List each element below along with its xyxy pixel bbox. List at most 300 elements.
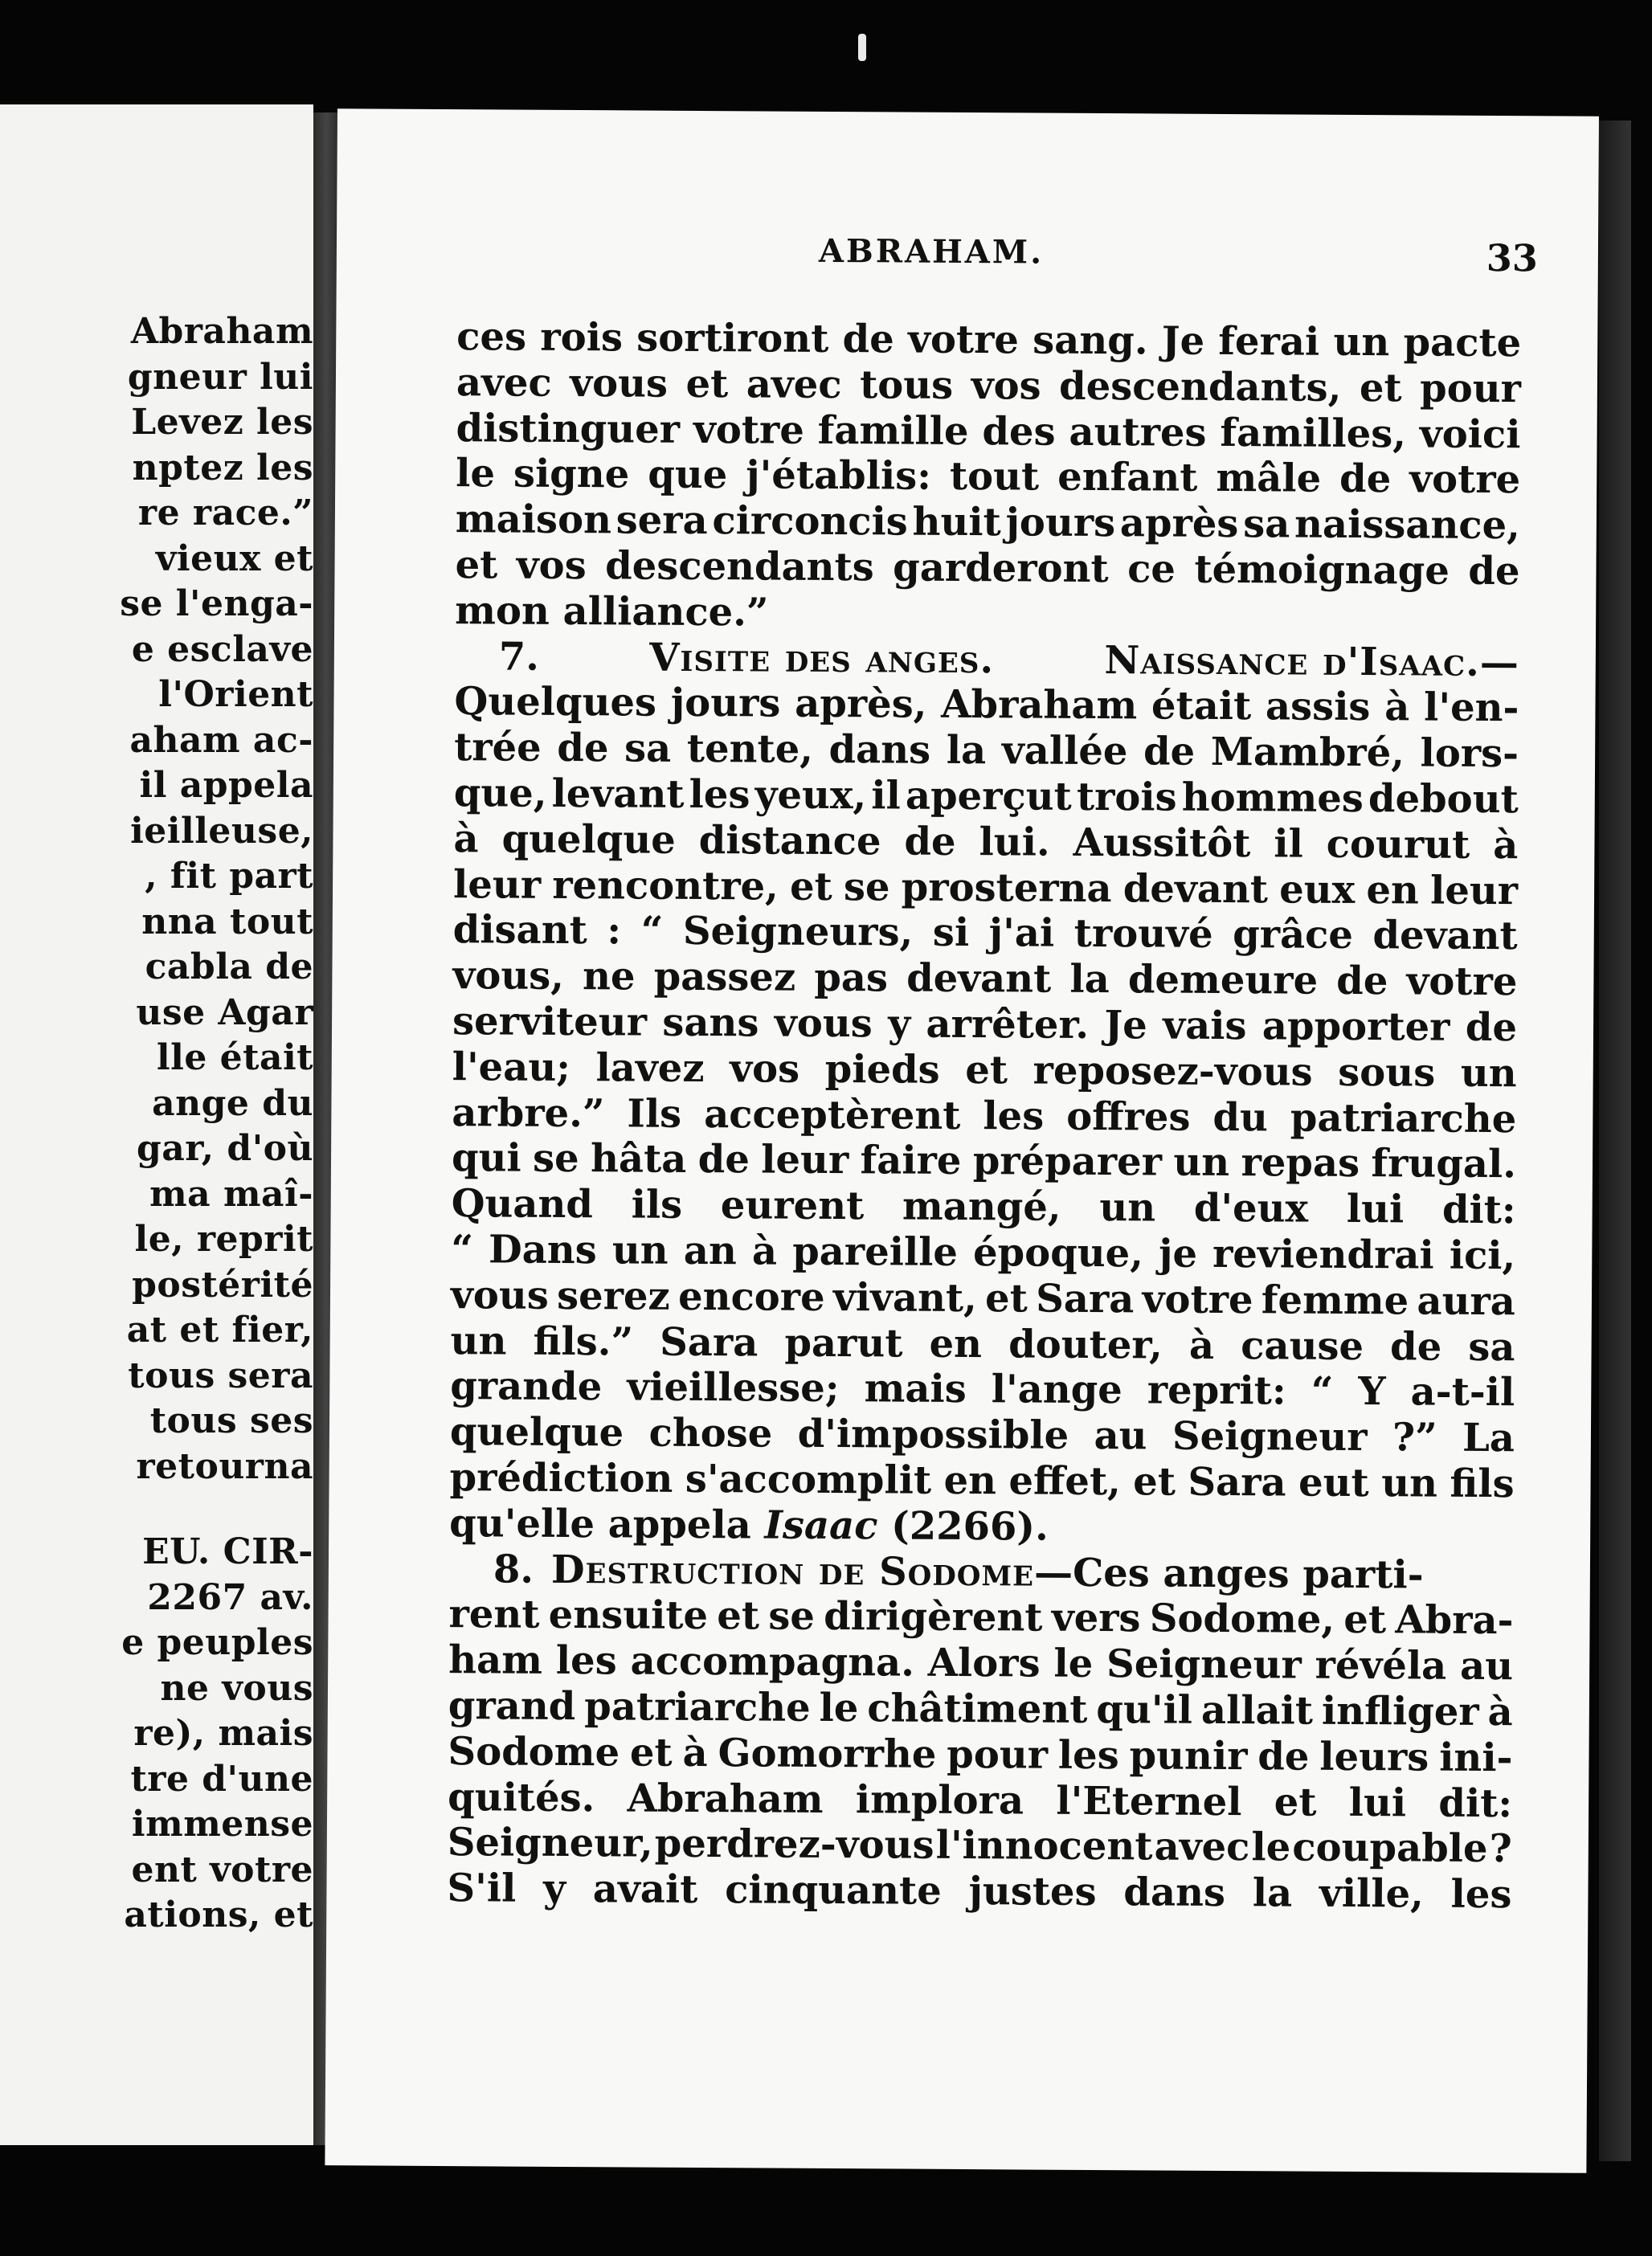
- word: descendants,: [1058, 363, 1342, 411]
- text-line: Abraham: [130, 311, 313, 352]
- text-line: [453, 907, 1518, 959]
- right-page: [325, 108, 1599, 2173]
- word: Sodome,: [1149, 1596, 1335, 1643]
- word: de: [557, 725, 609, 771]
- word: et: [1359, 365, 1402, 411]
- text-line: [452, 1044, 1517, 1097]
- word: implora: [855, 1776, 1024, 1823]
- word: vous,: [452, 953, 565, 999]
- word: les: [689, 771, 750, 818]
- word: leur: [1429, 868, 1519, 913]
- word: de: [1143, 729, 1196, 774]
- word: y: [888, 1001, 911, 1047]
- text-line: [454, 679, 1519, 731]
- text-line: nptez les: [132, 447, 313, 488]
- text-fragment: qu'elle appela: [449, 1500, 765, 1548]
- left-page: [0, 104, 313, 2145]
- word: tout: [949, 454, 1040, 500]
- word: l'en-: [1423, 685, 1519, 731]
- text-line: [448, 1729, 1512, 1781]
- word: dit:: [1438, 1780, 1513, 1826]
- text-line: ma maî-: [149, 1173, 313, 1215]
- text-line: [454, 725, 1519, 777]
- word: Sodome: [448, 1728, 620, 1776]
- word: sortiront: [636, 315, 829, 362]
- text-line: [450, 1318, 1515, 1371]
- section-7-heading: [455, 634, 1519, 686]
- word: époque,: [972, 1230, 1144, 1277]
- text-line: ange du: [152, 1082, 313, 1124]
- text-line: aham ac-: [129, 719, 313, 761]
- word: enfant: [1057, 455, 1198, 501]
- word: ce: [1127, 546, 1176, 592]
- word: grâce: [1233, 912, 1354, 958]
- text-line: at et fier,: [126, 1310, 313, 1351]
- text-line: [454, 770, 1519, 823]
- word: douter,: [1008, 1321, 1163, 1368]
- word: :: [607, 908, 622, 954]
- word: lui.: [979, 819, 1050, 865]
- word: un: [1099, 1185, 1156, 1231]
- text-line: use Agar: [136, 991, 313, 1033]
- word: à: [1487, 1689, 1513, 1735]
- word: ensuite: [548, 1592, 709, 1639]
- word: lavez: [595, 1044, 705, 1091]
- word: au: [1459, 1643, 1514, 1690]
- word: pour: [947, 1731, 1049, 1778]
- word: Seigneurs,: [682, 909, 914, 955]
- word: révéla: [1315, 1642, 1447, 1689]
- word: vos: [516, 542, 587, 589]
- word: leurs: [1319, 1734, 1429, 1780]
- text-line: le, reprit: [134, 1219, 313, 1260]
- word: disant: [452, 907, 587, 954]
- word: reviendrai: [1212, 1231, 1434, 1278]
- word: lui: [1346, 1187, 1405, 1232]
- text-line: [451, 1273, 1515, 1325]
- text-line: [456, 452, 1520, 504]
- word: ham: [448, 1637, 543, 1683]
- word: en: [943, 1457, 997, 1504]
- word: mais: [864, 1366, 967, 1412]
- word: que,: [453, 770, 547, 816]
- text-line: , fit part: [145, 856, 313, 897]
- text-line: [452, 1181, 1516, 1233]
- word: demeure: [1127, 957, 1319, 1003]
- text-line: e peuples: [121, 1622, 313, 1663]
- word: “: [451, 1227, 474, 1273]
- word: lui: [1348, 1780, 1407, 1825]
- word: se: [532, 1136, 579, 1182]
- word: ferai: [1218, 318, 1320, 365]
- text-line: re race.”: [137, 492, 313, 533]
- word: un: [1460, 1050, 1517, 1096]
- word: ?”: [1392, 1415, 1437, 1461]
- word: ici,: [1449, 1232, 1516, 1279]
- word: coupable: [1292, 1825, 1488, 1872]
- word: familles,: [1220, 410, 1407, 456]
- text-line: tre d'une: [130, 1758, 313, 1800]
- word: préparer: [972, 1138, 1163, 1185]
- text-line: nna tout: [141, 901, 313, 942]
- word: témoignage: [1194, 546, 1450, 594]
- text-line: ent votre: [131, 1849, 313, 1890]
- word: Gomorrhe: [718, 1730, 937, 1777]
- word: S'il: [447, 1866, 517, 1911]
- word: trois: [1076, 774, 1177, 820]
- word: après,: [795, 681, 927, 728]
- text-line: lle était: [156, 1037, 313, 1078]
- word: qu'il: [1096, 1686, 1193, 1733]
- word: et: [717, 1593, 760, 1639]
- word: y: [542, 1866, 566, 1912]
- text-line: [449, 1455, 1514, 1507]
- text-line: cabla de: [145, 946, 313, 987]
- word: sang.: [1032, 317, 1148, 364]
- word: sa: [1468, 1324, 1515, 1370]
- word: debout: [1368, 776, 1519, 823]
- word: vos: [730, 1045, 800, 1092]
- text-line: il appela: [139, 765, 313, 806]
- word: cinquante: [725, 1867, 942, 1914]
- word: garderont: [893, 545, 1109, 592]
- word: devant: [1122, 865, 1269, 912]
- text-fragment: (2266).: [877, 1503, 1049, 1550]
- word: de: [1339, 456, 1392, 502]
- word: sa: [1243, 501, 1290, 547]
- word: vos: [971, 362, 1041, 409]
- word: tous: [859, 362, 954, 408]
- text-fragment: —Ces anges parti-: [1033, 1550, 1424, 1598]
- word: assis: [1265, 684, 1371, 730]
- word: Quand: [451, 1181, 594, 1228]
- left-page-text: [24, 309, 313, 1939]
- word: d'eux: [1193, 1185, 1309, 1232]
- word: infliger: [1321, 1688, 1479, 1735]
- word: ces: [456, 314, 527, 360]
- word: il: [1274, 821, 1303, 867]
- text-line: [447, 1866, 1511, 1918]
- word: d'impossible: [797, 1411, 1069, 1458]
- word: leur: [761, 1137, 849, 1183]
- text-line: tous ses: [149, 1400, 313, 1441]
- word: en: [1366, 867, 1420, 913]
- word: parut: [784, 1320, 903, 1367]
- word: voici: [1419, 411, 1521, 457]
- word: les: [983, 1093, 1045, 1139]
- word: courut: [1326, 821, 1470, 868]
- word: vivant,: [832, 1274, 977, 1321]
- section-title: Visite des anges.: [649, 635, 995, 682]
- word: aperçut: [905, 773, 1072, 819]
- word: votre: [907, 317, 1020, 363]
- text-line: gar, d'où: [137, 1128, 313, 1169]
- text-line: re), mais: [133, 1713, 313, 1754]
- word: se: [843, 864, 890, 909]
- word: de: [904, 819, 956, 864]
- word: qui: [451, 1135, 521, 1181]
- word: de: [1465, 1004, 1518, 1051]
- word: à: [1188, 1322, 1215, 1368]
- text-line: [452, 999, 1517, 1051]
- word: Aussitôt: [1073, 819, 1251, 866]
- word: Abraham: [627, 1775, 824, 1822]
- word: la: [1069, 956, 1110, 1003]
- text-line: vieux et: [155, 537, 313, 579]
- word: serez: [556, 1273, 670, 1319]
- word: circoncis: [712, 498, 908, 545]
- word: repas: [1241, 1140, 1360, 1187]
- text-line: [452, 1090, 1516, 1142]
- word: Dans: [488, 1227, 597, 1273]
- word: au: [1094, 1413, 1147, 1459]
- text-line: e esclave: [131, 628, 313, 670]
- text-line: Levez les: [131, 402, 313, 443]
- text-line: [448, 1775, 1512, 1827]
- word: se: [768, 1593, 816, 1640]
- word: passez: [653, 954, 796, 1000]
- word: grand: [448, 1682, 576, 1729]
- word: eurent: [720, 1183, 865, 1229]
- word: ville,: [1319, 1870, 1424, 1917]
- text-line: retourna: [136, 1445, 313, 1487]
- word: distinguer: [456, 405, 681, 452]
- word: offres: [1066, 1093, 1191, 1140]
- word: “: [1311, 1368, 1334, 1415]
- word: pas: [814, 955, 889, 1001]
- word: tente,: [686, 726, 814, 773]
- word: vieillesse;: [627, 1364, 840, 1412]
- word: distance: [698, 817, 881, 864]
- text-line: ations, et: [124, 1894, 313, 1935]
- word: encore: [677, 1273, 825, 1320]
- word: mâle: [1216, 456, 1322, 502]
- word: vers: [1051, 1595, 1141, 1641]
- word: sous: [1338, 1049, 1436, 1096]
- page-edge: [1599, 121, 1631, 2161]
- word: cause: [1241, 1322, 1364, 1369]
- word: a-t-il: [1410, 1369, 1515, 1416]
- word: Sara: [660, 1319, 759, 1365]
- word: faire: [860, 1138, 962, 1184]
- word: rois: [540, 314, 624, 361]
- word: un: [450, 1318, 507, 1364]
- text-line: EU. CIR-: [142, 1531, 313, 1572]
- word: un: [1380, 1461, 1438, 1506]
- text-line: ieilleuse,: [130, 810, 313, 852]
- text-line: ne vous: [160, 1667, 313, 1709]
- word: Ils: [627, 1090, 682, 1137]
- text-line: [456, 406, 1520, 458]
- word: et: [685, 361, 729, 407]
- word: La: [1462, 1415, 1515, 1461]
- word: le: [819, 1685, 859, 1731]
- word: et: [965, 1047, 1008, 1093]
- word: fils.”: [533, 1318, 634, 1365]
- word: pareille: [792, 1228, 959, 1275]
- word: ne: [582, 954, 636, 999]
- word: Mambré,: [1210, 730, 1405, 776]
- word: prédiction: [449, 1455, 673, 1502]
- running-head: ABRAHAM.: [818, 231, 1045, 272]
- word: maison: [455, 497, 612, 543]
- text-line: postérité: [132, 1264, 313, 1306]
- word: mangé,: [902, 1183, 1061, 1230]
- word: sera: [615, 497, 708, 544]
- word: apporter: [1261, 1003, 1450, 1050]
- word: allait: [1200, 1687, 1314, 1734]
- word: reprit:: [1147, 1367, 1286, 1414]
- word: Sara: [1188, 1459, 1286, 1506]
- word: et: [789, 864, 832, 909]
- word: trouvé: [1073, 911, 1213, 958]
- word: rent: [448, 1592, 540, 1638]
- word: en: [929, 1321, 983, 1367]
- word: et: [984, 1275, 1028, 1322]
- word: leur: [452, 861, 542, 908]
- text-line: [453, 862, 1518, 914]
- text-line: [449, 1501, 1514, 1553]
- word: eut: [1298, 1460, 1369, 1506]
- text-line: [456, 360, 1521, 412]
- word: avec: [746, 362, 842, 407]
- word: votre: [1142, 1277, 1253, 1322]
- text-line: [456, 497, 1520, 549]
- word: de: [697, 1137, 750, 1183]
- text-line: [452, 953, 1517, 1005]
- name-isaac: Isaac: [764, 1502, 878, 1549]
- word: yeux,: [754, 772, 867, 819]
- word: accompagna.: [630, 1638, 915, 1686]
- word: reposez-vous: [1032, 1048, 1313, 1095]
- word: les: [1450, 1871, 1512, 1918]
- word: l'Eternel: [1056, 1778, 1242, 1825]
- word: rencontre,: [552, 862, 779, 909]
- word: Abra-: [1395, 1597, 1514, 1644]
- word: était: [1151, 683, 1252, 730]
- word: jours: [1005, 500, 1116, 546]
- word: ?: [1489, 1826, 1512, 1872]
- word: à: [751, 1228, 778, 1274]
- word: lors-: [1420, 730, 1519, 777]
- word: Seigneur: [1172, 1413, 1368, 1461]
- word: dans: [828, 727, 931, 773]
- word: l'innocent: [935, 1823, 1153, 1870]
- word: et: [455, 542, 498, 588]
- word: avait: [592, 1866, 698, 1913]
- word: du: [1212, 1094, 1269, 1140]
- word: votre: [1409, 456, 1521, 503]
- word: Alors: [927, 1640, 1041, 1686]
- word: le: [1251, 1825, 1291, 1870]
- word: si: [932, 910, 970, 956]
- word: acceptèrent: [704, 1091, 961, 1138]
- word: à: [1493, 822, 1519, 868]
- word: patriarche: [1290, 1095, 1517, 1142]
- word: vallée: [1001, 728, 1128, 774]
- word: punir: [1129, 1732, 1248, 1779]
- section-number: 8.: [493, 1546, 534, 1592]
- word: votre: [693, 407, 805, 453]
- word: sans: [662, 999, 759, 1046]
- word: naissance,: [1294, 501, 1520, 549]
- word: levant: [551, 770, 685, 817]
- word: autres: [1069, 409, 1207, 456]
- word: ini-: [1439, 1735, 1513, 1780]
- word: vous: [450, 1272, 549, 1318]
- text-line: [453, 816, 1518, 868]
- word: et: [1274, 1779, 1317, 1825]
- word: des: [982, 408, 1056, 455]
- word: chose: [648, 1410, 773, 1457]
- word: de: [1468, 548, 1520, 595]
- word: femme: [1261, 1277, 1409, 1324]
- word: et: [1133, 1459, 1176, 1505]
- word: j'ai: [988, 910, 1055, 957]
- word: le: [456, 451, 496, 497]
- word: dirigèrent: [824, 1594, 1043, 1641]
- word: hâta: [590, 1136, 687, 1183]
- word: que: [648, 452, 728, 498]
- text-line: 2267 av.: [147, 1576, 313, 1618]
- word: fils: [1450, 1461, 1515, 1507]
- word: arrêter.: [926, 1001, 1090, 1048]
- text-line: mon alliance.”: [455, 587, 769, 636]
- word: et: [629, 1730, 673, 1776]
- word: châtiment: [867, 1686, 1088, 1732]
- text-line: [448, 1820, 1512, 1872]
- word: justes: [968, 1869, 1097, 1915]
- word: le: [1053, 1641, 1094, 1687]
- word: eux: [1279, 866, 1356, 913]
- word: l'eau;: [452, 1044, 571, 1090]
- text-line: [451, 1227, 1515, 1279]
- word: j'établis:: [746, 452, 932, 500]
- text-line: [448, 1637, 1513, 1690]
- section-8-heading: [449, 1547, 1514, 1599]
- word: sa: [624, 725, 672, 771]
- body-text: [447, 314, 1521, 1918]
- text-line: immense: [131, 1804, 313, 1845]
- word: trée: [453, 725, 542, 770]
- word: avec: [456, 359, 552, 406]
- word: à: [682, 1730, 708, 1776]
- word: famille: [817, 407, 969, 454]
- word: les: [555, 1638, 617, 1684]
- word: l'ange: [991, 1367, 1122, 1413]
- text-line: tous sera: [128, 1355, 313, 1396]
- word: Y: [1358, 1369, 1386, 1415]
- word: devant: [906, 955, 1052, 1002]
- word: Je: [1104, 1003, 1147, 1048]
- word: effet,: [1008, 1458, 1121, 1505]
- word: pieds: [824, 1046, 940, 1093]
- word: grande: [450, 1363, 603, 1410]
- word: descendants: [605, 543, 874, 591]
- word: s'accomplit: [685, 1456, 932, 1503]
- word: de: [1336, 958, 1388, 1004]
- word: Je: [1161, 318, 1205, 364]
- word: vais: [1163, 1003, 1247, 1049]
- word: après: [1119, 501, 1239, 547]
- word: vous: [774, 1000, 873, 1047]
- word: serviteur: [452, 999, 648, 1045]
- word: arbre.”: [452, 1089, 605, 1136]
- word: prosterna: [901, 864, 1112, 911]
- word: patriarche: [584, 1684, 811, 1731]
- word: Seigneur: [1106, 1641, 1302, 1688]
- text-line: [450, 1363, 1515, 1416]
